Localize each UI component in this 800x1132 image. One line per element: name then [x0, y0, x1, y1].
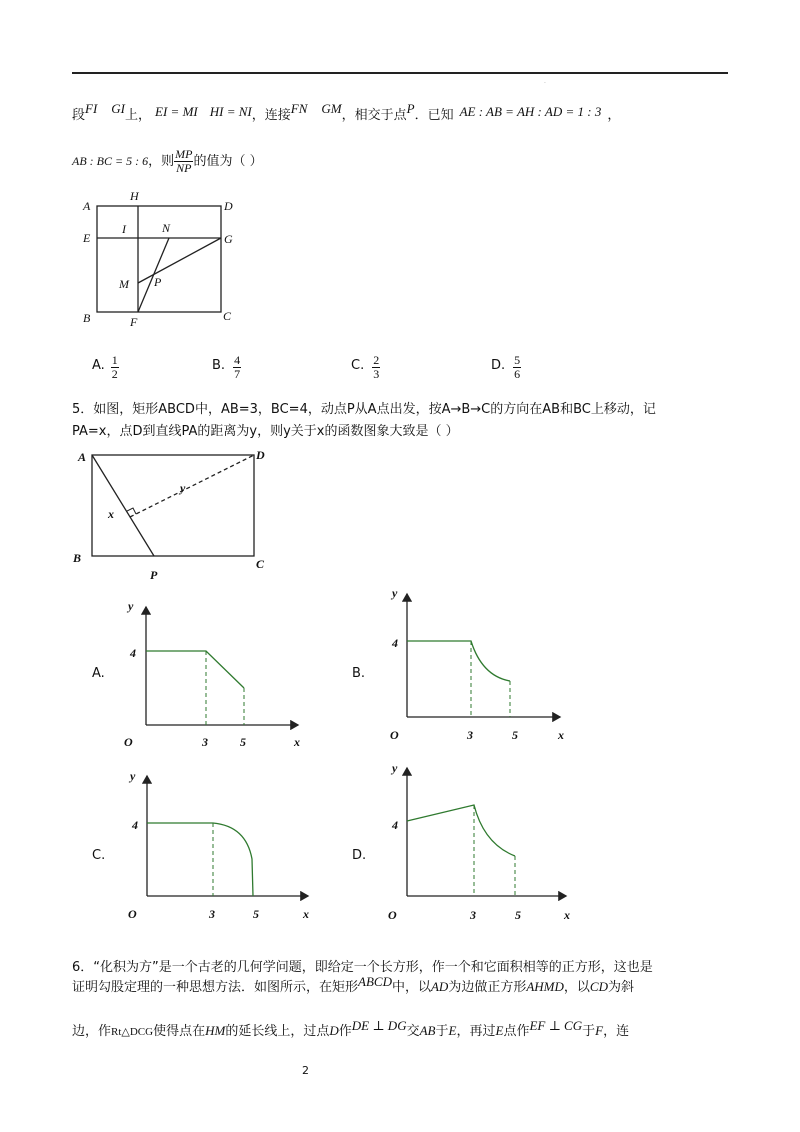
q5-option-d[interactable]: D. — [352, 848, 367, 863]
graph-d-origin: O — [388, 908, 397, 922]
q5-option-b[interactable]: B. — [352, 666, 366, 681]
q4-figure — [80, 186, 250, 331]
q5-label-a: A — [78, 450, 87, 464]
q5-graph-c — [110, 766, 320, 931]
q4-line1: 段FI GI上， EI = MI HI = NI，连接FN GM，相交于点P．已知 AE : AB = AH : AD = 1 : 3 ， — [72, 101, 621, 123]
q5-figure — [70, 446, 280, 586]
header-dot: · — [544, 80, 546, 87]
graph-a-curve — [146, 651, 244, 688]
page-number: 2 — [302, 1064, 309, 1077]
q4-label-d: D — [224, 199, 233, 213]
q4-label-i: I — [122, 222, 126, 236]
graph-a-4-label: 4 — [130, 646, 136, 660]
q5-line1: 5．如图，矩形ABCD中，AB=3，BC=4，动点P从A点出发，按A→B→C的方向在AB和BC上移动，记 — [72, 402, 656, 417]
q5-graph-a — [110, 592, 310, 757]
graph-b-y-label: y — [392, 586, 398, 600]
q5-option-a[interactable]: A. — [92, 666, 105, 681]
q4-label-b: B — [83, 311, 91, 325]
q5-label-x: x — [108, 507, 114, 521]
graph-c-y-label: y — [130, 769, 136, 783]
graph-d-x-label: x — [564, 908, 570, 922]
q5-rect-abcd — [92, 455, 254, 556]
q5-perpendicular-dy — [130, 455, 254, 517]
graph-a-x-label: x — [294, 735, 300, 749]
q6-line3: 边，作Rt△DCG使得点在HM的延长线上，过点D作DE ⊥ DG交AB于E，再过E点作EF ⊥ CG于F，连 — [72, 1018, 630, 1039]
q4-label-m: M — [119, 277, 129, 291]
graph-c-3-label: 3 — [209, 907, 215, 921]
q4-label-a: A — [83, 199, 91, 213]
graph-b-3-label: 3 — [467, 728, 473, 742]
q4-label-n: N — [162, 221, 171, 235]
q4-line-gm — [138, 238, 221, 283]
graph-b-curve — [407, 641, 510, 681]
q4-label-g: G — [224, 232, 233, 246]
graph-c-x-label: x — [303, 907, 309, 921]
graph-c-4-label: 4 — [132, 818, 138, 832]
q6-line1: 6．“化积为方”是一个古老的几何学问题，即给定一个长方形，作一个和它面积相等的正方形，这也是 — [72, 960, 653, 975]
q5-label-c: C — [256, 557, 265, 571]
graph-b-5-label: 5 — [512, 728, 518, 742]
graph-a-3-label: 3 — [202, 735, 208, 749]
graph-c-5-label: 5 — [253, 907, 259, 921]
graph-d-curve — [407, 805, 515, 856]
q4-line2: AB : BC = 5 : 6，则 $\frac{MP}{NP}$ 的值为（ ） — [72, 147, 263, 175]
graph-b-4-label: 4 — [392, 636, 398, 650]
q4-label-p: P — [154, 275, 162, 289]
q4-rect-abcd — [97, 206, 221, 312]
graph-b-x-label: x — [558, 728, 564, 742]
graph-b-origin: O — [390, 728, 399, 742]
q4-label-f: F — [130, 315, 138, 329]
q4-label-h: H — [130, 189, 139, 203]
q4-option-b[interactable]: B. $\frac{4}{7}$ — [212, 353, 241, 381]
graph-a-5-label: 5 — [240, 735, 246, 749]
q5-line2: PA=x，点D到直线PA的距离为y，则y关于x的函数图象大致是（ ） — [72, 424, 459, 439]
graph-d-y-label: y — [392, 761, 398, 775]
graph-a-origin: O — [124, 735, 133, 749]
graph-d-4-label: 4 — [392, 818, 398, 832]
q4-label-c: C — [223, 309, 232, 323]
q4-fraction: $\frac{MP}{NP}$ — [175, 147, 193, 175]
q5-line-ap — [92, 455, 154, 556]
q4-option-a[interactable]: A. $\frac{1}{2}$ — [92, 353, 118, 381]
q5-graph-d — [370, 760, 580, 930]
q5-label-d: D — [256, 448, 265, 462]
q5-label-b: B — [73, 551, 82, 565]
graph-c-curve — [147, 823, 253, 896]
q6-line2: 证明勾股定理的一种思想方法．如图所示，在矩形ABCD中，以AD为边做正方形AHMD，以CD为斜 — [72, 974, 634, 995]
q5-label-p: P — [150, 568, 158, 582]
graph-c-origin: O — [128, 907, 137, 921]
q5-option-c[interactable]: C. — [92, 848, 106, 863]
header-rule — [72, 72, 728, 74]
graph-d-3-label: 3 — [470, 908, 476, 922]
q5-label-y: y — [180, 481, 186, 495]
q4-label-e: E — [83, 231, 91, 245]
q4-option-d[interactable]: D. $\frac{5}{6}$ — [491, 353, 521, 381]
q4-option-c[interactable]: C. $\frac{2}{3}$ — [351, 353, 380, 381]
graph-a-y-label: y — [128, 599, 134, 613]
q5-graph-b — [370, 582, 580, 752]
graph-d-5-label: 5 — [515, 908, 521, 922]
